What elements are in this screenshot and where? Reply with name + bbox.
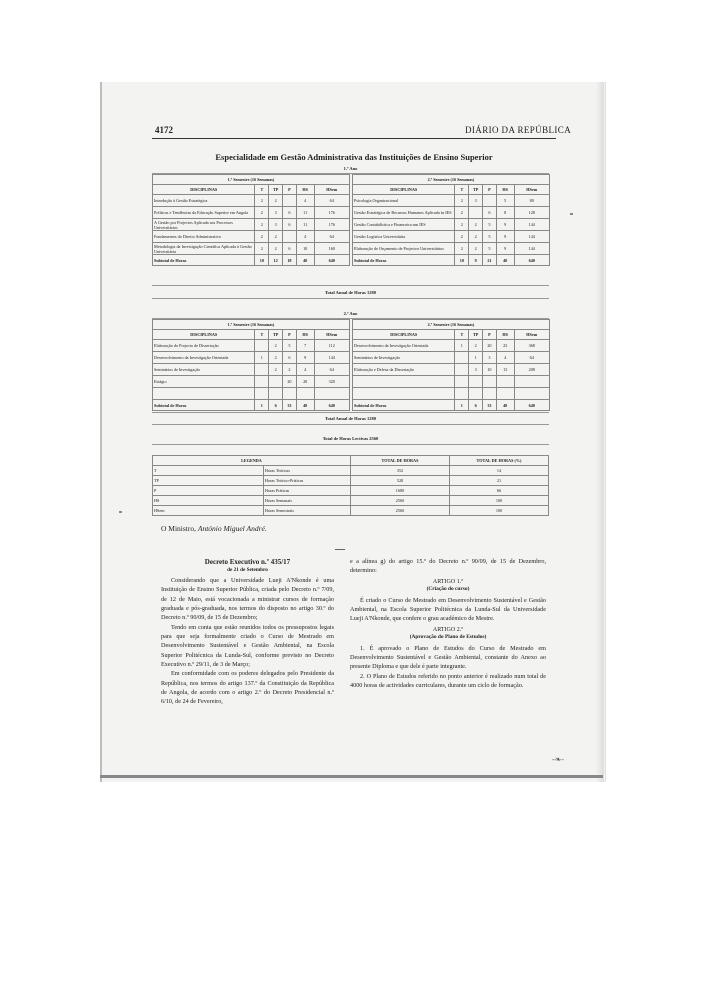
hours-cell: 2 [455, 219, 469, 231]
semester-label: 1.º Semestre (16 Semanas) [153, 320, 350, 330]
hours-cell [269, 388, 283, 400]
year1-annual-total: Total Anual de Horas 1280 [324, 290, 377, 295]
hours-cell: 9 [296, 352, 314, 364]
table-row [353, 364, 550, 376]
legend-row [153, 466, 549, 476]
table-row [153, 388, 350, 400]
scan-speck [570, 213, 573, 215]
column-header: TP [469, 185, 483, 195]
article-2-label: ARTIGO 2.º [432, 626, 464, 633]
table-row [153, 231, 350, 243]
hours-cell: 13 [496, 364, 514, 376]
hours-cell: 4 [296, 364, 314, 376]
discipline-cell: Gestão Estratégica de Recursos Humanos Aplicada às IES [353, 207, 455, 219]
column-header: P [483, 185, 497, 195]
hours-cell: 2 [255, 231, 269, 243]
legend-description: Horas Práticas [263, 486, 350, 496]
hours-cell: 23 [496, 340, 514, 352]
article-1-label: ARTIGO 1.º [432, 578, 464, 585]
table-row [353, 352, 550, 364]
decree-left-column [161, 558, 334, 707]
hours-cell: 10 [483, 364, 497, 376]
hours-cell [255, 364, 269, 376]
hours-cell: 2 [455, 195, 469, 207]
subtotal-cell: 21 [483, 255, 497, 266]
legend-row [153, 486, 549, 496]
hours-cell [514, 388, 549, 400]
hours-cell: 2 [255, 195, 269, 207]
subtotal-label: Subtotal de Horas [353, 255, 455, 266]
column-header: HSem [514, 330, 549, 340]
decree-right-column [350, 557, 546, 690]
hours-cell: 2 [269, 231, 283, 243]
legend-code: P [153, 486, 264, 496]
hours-cell: 9 [496, 231, 514, 243]
table-row [353, 207, 550, 219]
legend-total-hours: 352 [350, 466, 449, 476]
scan-speck [119, 511, 122, 513]
table-row [353, 376, 550, 388]
year2-annual-total: Total Anual de Horas 1280 [324, 416, 377, 421]
hours-cell: 176 [314, 207, 349, 219]
legend-total-hours: 1680 [350, 486, 449, 496]
column-header: T [255, 185, 269, 195]
hours-cell [483, 195, 497, 207]
legend-code: TP [153, 476, 264, 486]
decree-title: Decreto Executivo n.º 435/17 [204, 558, 291, 566]
discipline-cell: Metodologia da Investigação Científica Aplicada à Gestão Universitária [153, 243, 255, 255]
subtotal-cell: 6 [269, 400, 283, 411]
hours-cell [469, 388, 483, 400]
hours-cell: 2 [455, 243, 469, 255]
year1-rule-3 [152, 298, 549, 299]
hours-cell: 4 [496, 352, 514, 364]
hours-cell: 2 [469, 340, 483, 352]
semester-label: 2.º Semestre (16 Semanas) [353, 320, 550, 330]
subtotal-cell: 40 [296, 400, 314, 411]
hours-cell: 5 [483, 243, 497, 255]
discipline-cell [153, 388, 255, 400]
total-hours-header: TOTAL DE HORAS [350, 456, 449, 466]
subtotal-label: Subtotal de Horas [153, 255, 255, 266]
hours-cell: 6 [283, 219, 297, 231]
discipline-cell: Fundamentos do Direito Administrativo [153, 231, 255, 243]
hours-cell: 5 [283, 340, 297, 352]
column-header: HSem [514, 185, 549, 195]
article-1-title: (Criação do curso) [426, 586, 470, 593]
column-header: HSem [314, 185, 349, 195]
column-header: DISCIPLINAS [153, 330, 255, 340]
hours-cell: 9 [496, 219, 514, 231]
year2-rule-3 [152, 424, 549, 425]
subtotal-label: Subtotal de Horas [153, 400, 255, 411]
hours-cell: 3 [469, 364, 483, 376]
hours-cell: 4 [296, 195, 314, 207]
hours-cell: 6 [283, 352, 297, 364]
column-header: T [455, 330, 469, 340]
legend-code: HSem [153, 506, 264, 516]
table-row [153, 376, 350, 388]
legend-total-hours: 2560 [350, 506, 449, 516]
hours-cell: 7 [296, 340, 314, 352]
year2-rule-4 [152, 444, 549, 445]
table-row [353, 219, 550, 231]
discipline-cell: Desenvolvimento da Investigação Orientada [153, 352, 255, 364]
subtotal-row [153, 255, 350, 266]
legend-percent: 66 [449, 486, 548, 496]
discipline-cell: Psicologia Organizacional [353, 195, 455, 207]
hours-cell: 64 [314, 231, 349, 243]
header-rule [152, 138, 556, 139]
discipline-cell [353, 388, 455, 400]
subtotal-cell: 40 [296, 255, 314, 266]
hours-cell [314, 388, 349, 400]
discipline-cell: Seminários de Investigação [353, 352, 455, 364]
column-header: HSem [314, 330, 349, 340]
hours-cell: 2 [269, 340, 283, 352]
legend-description: Horas Semestrais [263, 506, 350, 516]
column-header: TP [269, 330, 283, 340]
legend-total-hours: 528 [350, 476, 449, 486]
column-header: DISCIPLINAS [353, 185, 455, 195]
year2-tables [152, 319, 549, 409]
semester-label: 2.º Semestre (16 Semanas) [353, 175, 550, 185]
table-row [153, 340, 350, 352]
hours-cell: 3 [469, 195, 483, 207]
hours-cell: 2 [469, 231, 483, 243]
page-number: 4172 [155, 125, 173, 135]
discipline-cell: Estágio [153, 376, 255, 388]
table-row [153, 243, 350, 255]
column-header: T [255, 330, 269, 340]
semester-table [352, 174, 550, 266]
legend-percent: 14 [449, 466, 548, 476]
hours-cell: 6 [483, 207, 497, 219]
article-2-title: (Aprovação do Plano de Estudos) [409, 634, 487, 641]
hours-cell: 2 [455, 231, 469, 243]
subtotal-cell: 1 [455, 400, 469, 411]
table-row [353, 243, 550, 255]
column-header: HS [296, 330, 314, 340]
hours-cell: 2 [255, 219, 269, 231]
hours-cell [283, 195, 297, 207]
hours-cell: 2 [269, 352, 283, 364]
legend-code: HS [153, 496, 264, 506]
column-header: DISCIPLINAS [353, 330, 455, 340]
hours-cell [255, 376, 269, 388]
hours-cell: 2 [283, 364, 297, 376]
subtotal-cell: 33 [283, 400, 297, 411]
column-header: P [283, 330, 297, 340]
hours-cell [269, 376, 283, 388]
hours-cell [455, 352, 469, 364]
hours-cell [255, 388, 269, 400]
hours-cell: 20 [483, 340, 497, 352]
hours-cell [496, 388, 514, 400]
hours-cell [455, 376, 469, 388]
legend-description: Horas Teórico-Práticas [263, 476, 350, 486]
hours-cell: 2 [269, 243, 283, 255]
total-percent-header: TOTAL DE HORAS (%) [449, 456, 548, 466]
column-header: TP [269, 185, 283, 195]
discipline-cell: A Gestão por Projectos Aplicada aos Processos Universitários [153, 219, 255, 231]
discipline-cell: Gestão Logística Universitária [353, 231, 455, 243]
column-header: HS [496, 330, 514, 340]
hours-cell: 1 [455, 340, 469, 352]
discipline-cell: Gestão Contabilística e Financeira nas IES [353, 219, 455, 231]
hours-cell: 176 [314, 219, 349, 231]
hours-cell: 8 [496, 207, 514, 219]
hours-cell: 11 [296, 219, 314, 231]
legend-total-hours: 2560 [350, 496, 449, 506]
hours-cell: 5 [496, 195, 514, 207]
hours-cell: 5 [483, 219, 497, 231]
hours-cell: 2 [255, 207, 269, 219]
subtotal-cell: 640 [514, 400, 549, 411]
hours-cell: 208 [514, 364, 549, 376]
hours-cell: 368 [514, 340, 549, 352]
decree-paragraph-1: Considerando que a Universidade Lueji A'Nkonde é uma Instituição de Ensino Superior Pública, criada pelo Decreto n.º 7/09, de 12 de Maio, está vocacionada a ministrar cursos de formação graduada e pós-graduada, nos termos do disposto no artigo 30.º do Decreto n.º 90/09, de 15 de Dezembro; [161, 577, 334, 622]
article-1-text: É criado o Curso de Mestrado em Desenvolvimento Sustentável e Gestão Ambiental, na Escola Superior Politécnica da Lunda-Sul da Universidade Lueji A'Nkonde, que confere o grau académico de Mestre. [350, 596, 546, 623]
column-header: HS [496, 185, 514, 195]
year2-sem1-table [152, 319, 350, 411]
hours-cell: 6 [283, 207, 297, 219]
discipline-cell [353, 376, 455, 388]
hours-cell: 144 [514, 231, 549, 243]
year2-label: 2.º Ano [343, 311, 358, 316]
year1-label: 1.º Ano [343, 166, 358, 171]
legend-description: Horas Semanais [263, 496, 350, 506]
subtotal-cell: 6 [469, 400, 483, 411]
subtotal-cell: 10 [255, 255, 269, 266]
table-row [353, 195, 550, 207]
subtotal-cell: 18 [283, 255, 297, 266]
subtotal-cell: 640 [314, 255, 349, 266]
hours-cell: 1 [255, 352, 269, 364]
discipline-cell: Políticas e Tendências da Educação Superior em Angola [153, 207, 255, 219]
hours-cell: 5 [483, 231, 497, 243]
hours-cell: 64 [314, 364, 349, 376]
hours-cell: 2 [255, 243, 269, 255]
minister-signature [161, 524, 267, 533]
year1-sem2-table [352, 174, 550, 266]
hours-cell: 3 [483, 352, 497, 364]
hours-cell [296, 388, 314, 400]
decree-paragraph-2: Tendo em conta que estão reunidos todos os pressupostos legais para que seja formalmente criado o Curso de Mestrado em Desenvolvimento Sustentável e Gestão Ambiental, na Escola Superior Politécnica da Lunda-Sul, conforme previsto no Decreto Executivo n.º 29/11, de 3 de Março; [161, 623, 334, 669]
subtotal-row [153, 400, 350, 411]
hours-cell [483, 388, 497, 400]
table-row [153, 352, 350, 364]
hours-cell: 20 [296, 376, 314, 388]
column-header: HS [296, 185, 314, 195]
legend-row [153, 476, 549, 486]
subtotal-cell: 640 [514, 255, 549, 266]
hours-cell: 320 [314, 376, 349, 388]
year1-tables [152, 174, 549, 280]
hours-cell: 144 [514, 243, 549, 255]
hours-cell [496, 376, 514, 388]
discipline-cell: Desenvolvimento da Investigação Orientada [353, 340, 455, 352]
discipline-cell: Elaboração do Projecto de Dissertação [153, 340, 255, 352]
legend-table [152, 455, 549, 516]
subtotal-row [353, 255, 550, 266]
year2-rule-2 [152, 412, 549, 413]
subtotal-cell: 33 [483, 400, 497, 411]
hours-cell: 64 [514, 352, 549, 364]
subtotal-cell: 12 [269, 255, 283, 266]
legend-percent: 100 [449, 506, 548, 516]
semester-label: 1.º Semestre (16 Semanas) [153, 175, 350, 185]
hours-cell [455, 364, 469, 376]
hours-cell: 64 [314, 195, 349, 207]
discipline-cell: Elaboração de Orçamento de Projectos Universitários [353, 243, 455, 255]
hours-cell: 2 [469, 243, 483, 255]
table-row [153, 219, 350, 231]
hours-cell: 2 [469, 219, 483, 231]
scan-bottom-edge [100, 775, 603, 778]
decree-date: de 21 de Setembro [227, 567, 268, 573]
legend-percent: 21 [449, 476, 548, 486]
legend-code: T [153, 466, 264, 476]
year2-sem2-table [352, 319, 550, 411]
hours-cell [469, 207, 483, 219]
table-row [153, 195, 350, 207]
column-header: P [483, 330, 497, 340]
hours-cell: 128 [514, 207, 549, 219]
table-row [353, 340, 550, 352]
hours-cell: 2 [269, 195, 283, 207]
hours-cell: 4 [296, 231, 314, 243]
hours-cell: 1 [469, 352, 483, 364]
column-header: T [455, 185, 469, 195]
hours-cell [283, 388, 297, 400]
total-lective-hours: Total de Horas Lectivas 2560 [322, 436, 379, 441]
legend-row [153, 506, 549, 516]
hours-cell: 9 [496, 243, 514, 255]
page-edge-shadow [596, 82, 604, 782]
hours-cell: 3 [269, 219, 283, 231]
decree-paragraph-3: Em conformidade com os poderes delegados pelo Presidente da República, nos termos do artigo 137.º da Constituição da República de Angola, de acordo com o artigo 2.º do Decreto Presidencial n.º 6/10, de 24 de Fevereiro, [161, 670, 334, 706]
subtotal-cell: 640 [314, 400, 349, 411]
table-title: Especialidade em Gestão Administrativa das Instituições de Ensino Superior [215, 152, 493, 162]
semester-table [352, 319, 550, 411]
hours-cell [469, 376, 483, 388]
column-header: TP [469, 330, 483, 340]
hours-cell [455, 388, 469, 400]
hours-cell: 112 [314, 340, 349, 352]
year1-rule-2 [152, 285, 549, 286]
hours-cell: 160 [314, 243, 349, 255]
subtotal-label: Subtotal de Horas [353, 400, 455, 411]
subtotal-cell: 10 [455, 255, 469, 266]
table-row [153, 364, 350, 376]
year1-sem1-table [152, 174, 350, 266]
semester-table [152, 174, 350, 266]
column-header: DISCIPLINAS [153, 185, 255, 195]
table-row [353, 231, 550, 243]
hours-cell: 80 [514, 195, 549, 207]
discipline-cell: Introdução à Gestão Estratégica [153, 195, 255, 207]
hours-cell [514, 376, 549, 388]
legend-header: LEGENDA [153, 456, 351, 466]
column-header: P [283, 185, 297, 195]
hours-cell: 11 [296, 207, 314, 219]
table-row [353, 388, 550, 400]
section-divider [335, 549, 345, 550]
hours-cell: 2 [269, 364, 283, 376]
hours-cell [483, 376, 497, 388]
minister-name: António Miguel André. [197, 524, 267, 533]
hours-cell: 10 [296, 243, 314, 255]
article-2-paragraph-2: 2. O Plano de Estudos referido no ponto anterior é realizado num total de 4000 horas de actividades curriculares, durante um ciclo de formação. [350, 672, 546, 690]
subtotal-cell: 40 [496, 255, 514, 266]
discipline-cell: Elaboração e Defesa da Dissertação [353, 364, 455, 376]
legend-row [153, 496, 549, 506]
journal-title: DIÁRIO DA REPÚBLICA [465, 125, 572, 135]
hours-cell: 20 [283, 376, 297, 388]
hours-cell: 6 [283, 243, 297, 255]
subtotal-cell: 9 [469, 255, 483, 266]
table-row [153, 207, 350, 219]
discipline-cell: Seminários de Investigação [153, 364, 255, 376]
hours-cell: 2 [455, 207, 469, 219]
legend-percent: 100 [449, 496, 548, 506]
article-2-paragraph-1: 1. É aprovado o Plano de Estudos do Curso de Mestrado em Desenvolvimento Sustentável e Gestão Ambiental, constante do Anexo ao presente Diploma e que dele é parte integrante. [350, 644, 546, 671]
minister-prefix: O Ministro, [161, 524, 197, 533]
subtotal-row [353, 400, 550, 411]
hours-cell: 144 [314, 352, 349, 364]
semester-table [152, 319, 350, 411]
subtotal-cell: 40 [496, 400, 514, 411]
hours-cell: 3 [269, 207, 283, 219]
page-mark: -❧- [552, 755, 565, 764]
hours-cell [283, 231, 297, 243]
decree-right-intro: e a alínea g) do artigo 15.º do Decreto n.º 90/09, de 15 de Dezembro, determino: [350, 558, 546, 575]
legend-description: Horas Teóricas [263, 466, 350, 476]
hours-cell [255, 340, 269, 352]
subtotal-cell: 1 [255, 400, 269, 411]
hours-cell: 144 [514, 219, 549, 231]
